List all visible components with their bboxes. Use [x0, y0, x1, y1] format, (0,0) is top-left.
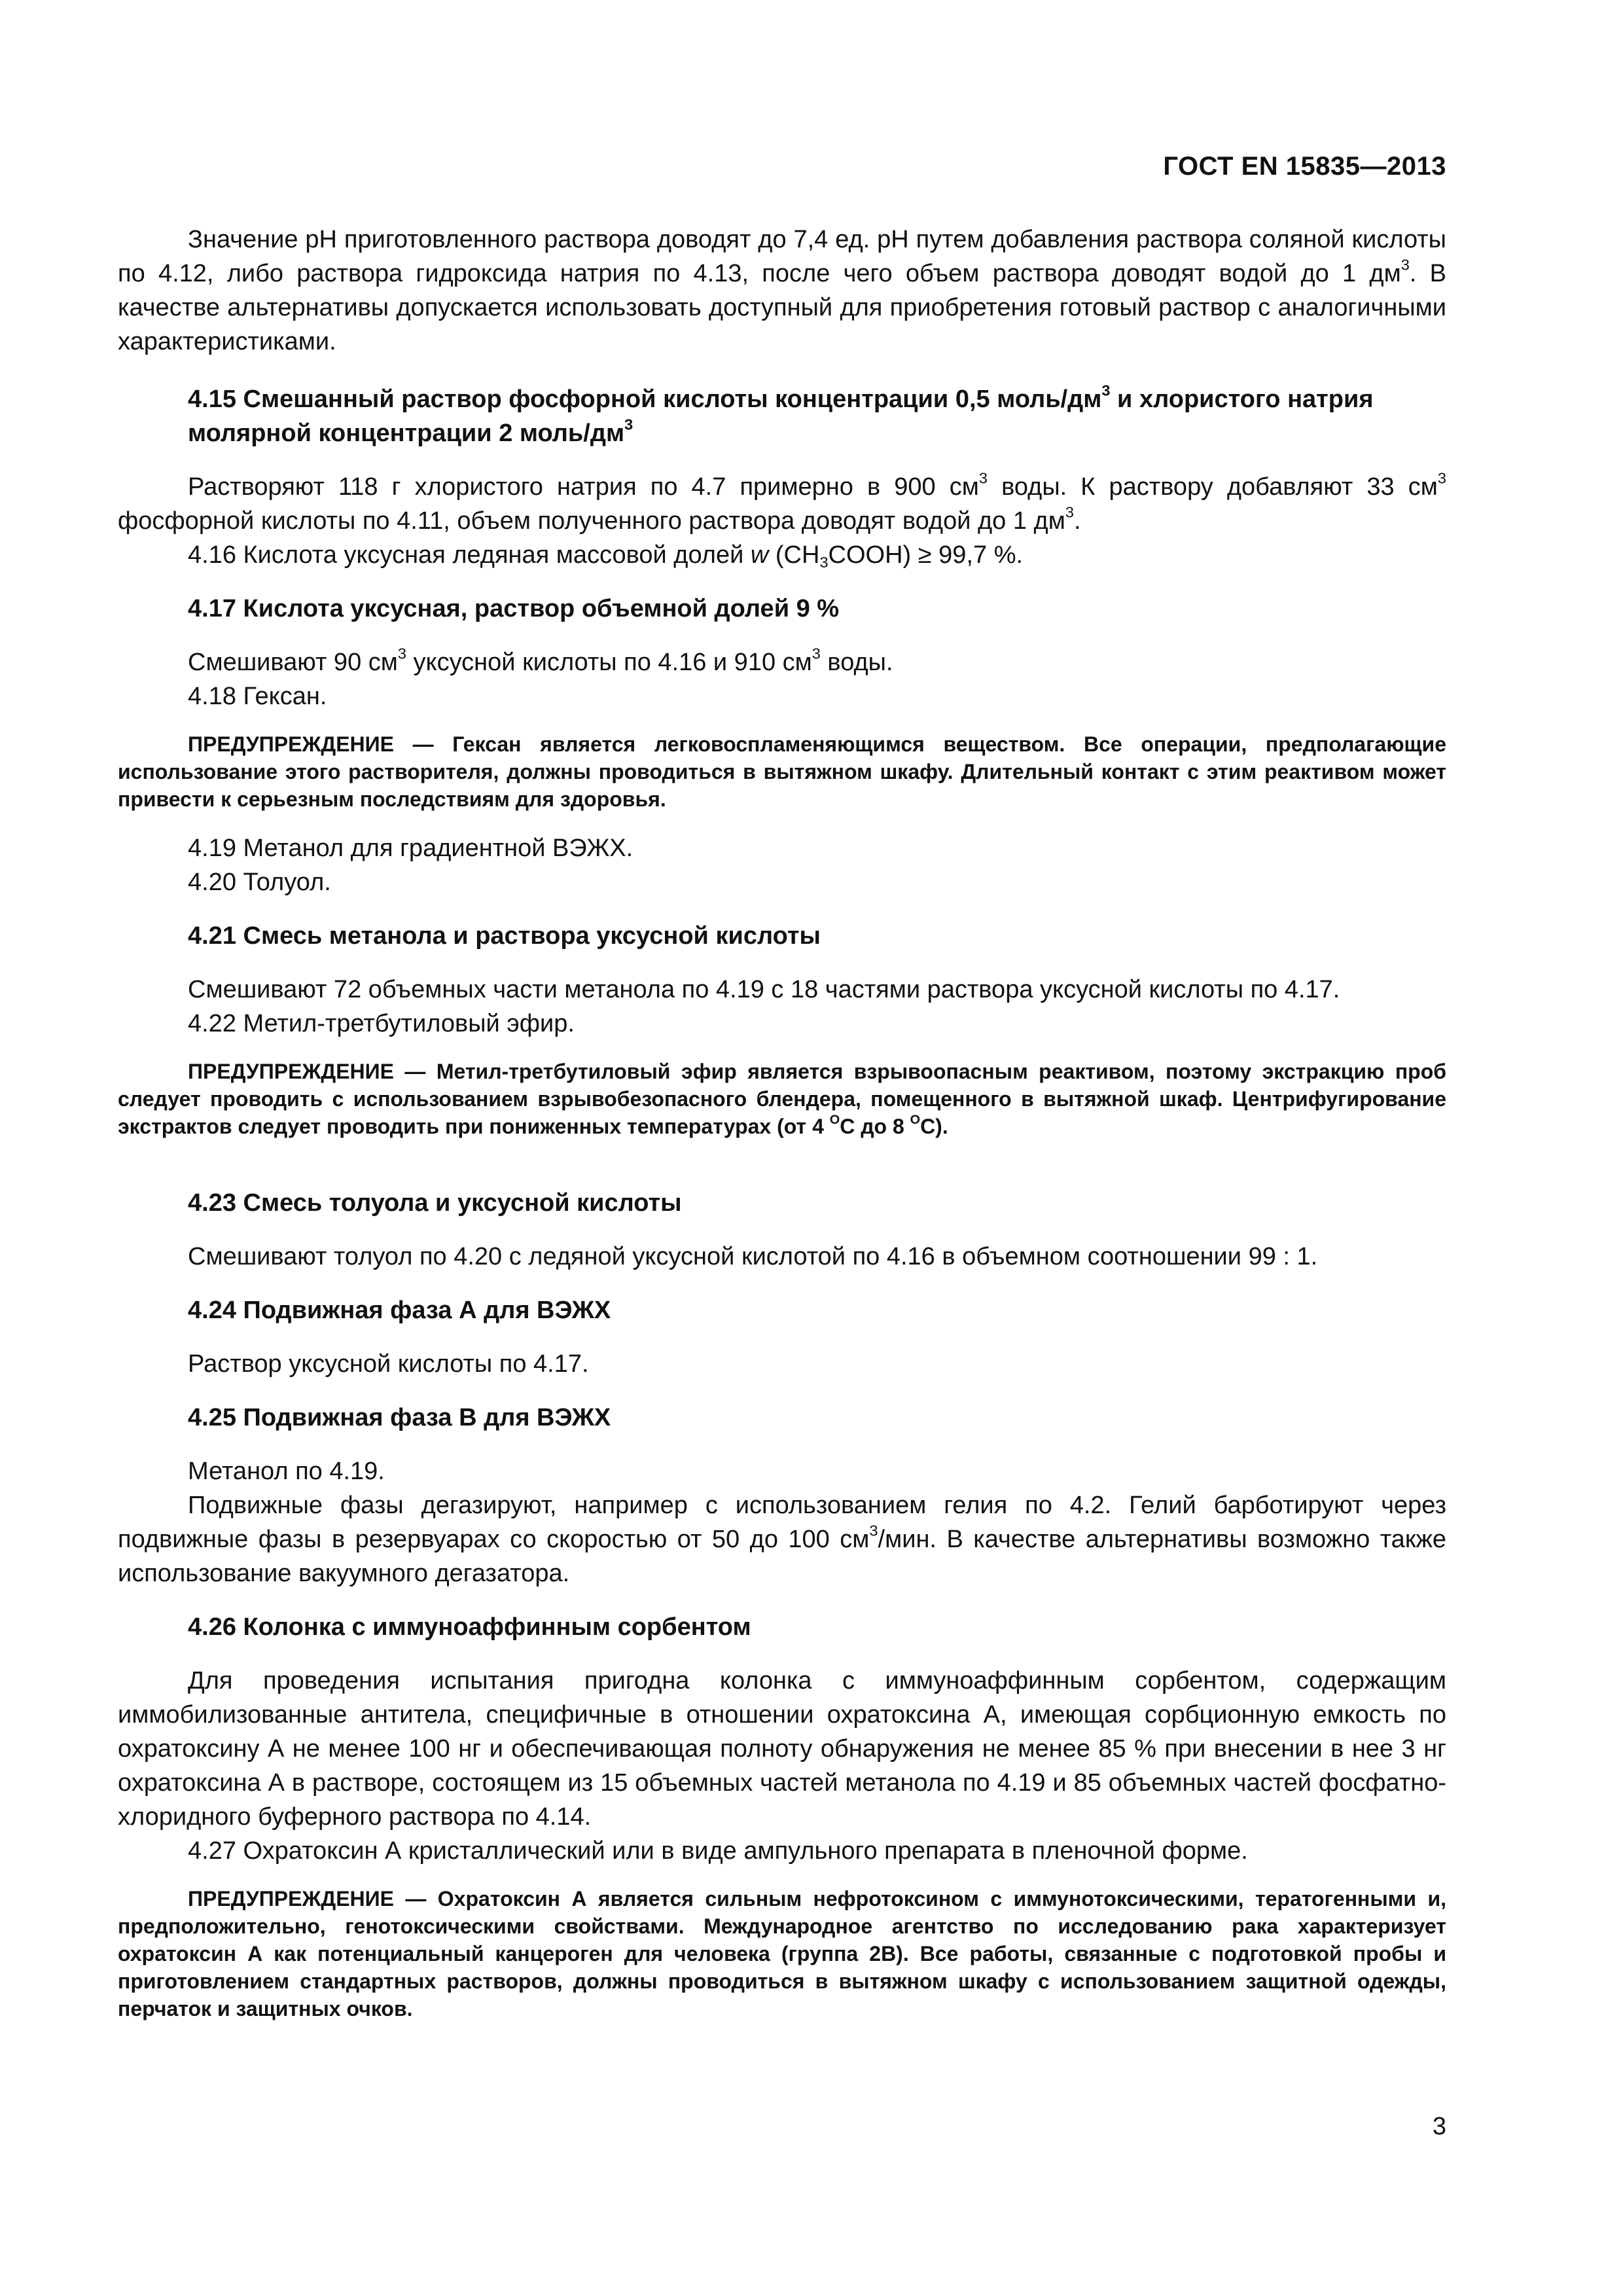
paragraph-4-26: Для проведения испытания пригодна колонка с иммуноаффинным сорбентом, содержащим иммобилизованные антитела, специфичные в отношении охратоксина А, имеющая сорбционную емкость по охратоксину А не менее 100 нг и обеспечивающая полноту обнаружения не менее 85 % при внесении в нее 3 нг охратоксина А в растворе, состоящем из 15 объемных частей метанола по 4.19 и 85 объемных частей фосфатно-хлоридного буферного раствора по 4.14.	[118, 1667, 1446, 1831]
paragraph-4-17	[118, 645, 1446, 679]
section-heading-4-21: 4.21 Смесь метанола и раствора уксусной кислоты	[188, 922, 821, 950]
page-number: 3	[1432, 2113, 1446, 2140]
superscript: 3	[397, 645, 406, 662]
section-heading-4-26: 4.26 Колонка с иммуноаффинным сорбентом	[188, 1613, 751, 1641]
superscript: 3	[978, 469, 988, 487]
text-run: ПРЕДУПРЕЖДЕНИЕ — Метил-третбутиловый эфир является взрывоопасным реактивом, поэтому экстракцию проб следует проводить с использованием взрывобезопасного блендера, помещенного в вытяжной шкаф. Центрифугирование экстрактов следует проводить при пониженных температурах (от 4	[118, 1060, 1446, 1138]
superscript: 3	[1437, 469, 1447, 487]
text-run: (CH	[768, 541, 820, 569]
warning-hexane: ПРЕДУПРЕЖДЕНИЕ — Гексан является легковоспламеняющимся веществом. Все операции, предполагающие использование этого растворителя, должны проводиться в вытяжном шкафу. Длительный контакт с этим реактивом может привести к серьезным последствиям для здоровья.	[118, 732, 1446, 811]
document-body	[118, 223, 1446, 2041]
section-heading-4-25: 4.25 Подвижная фаза В для ВЭЖХ	[188, 1404, 611, 1431]
paragraph-4-24: Раствор уксусной кислоты по 4.17.	[188, 1350, 589, 1378]
text-run: . В качестве альтернативы допускается использовать доступный для приобретения готовый раствор с аналогичными характеристиками.	[118, 260, 1446, 355]
paragraph-ph-adjustment	[118, 223, 1446, 359]
superscript: О	[910, 1113, 921, 1128]
paragraph-4-19: 4.19 Метанол для градиентной ВЭЖХ.	[188, 834, 633, 862]
text-run: Растворяют 118 г хлористого натрия по 4.7 примерно в 900 см	[188, 473, 979, 501]
section-heading-4-17: 4.17 Кислота уксусная, раствор объемной долей 9 %	[188, 595, 840, 622]
text-run: фосфорной кислоты по 4.11, объем полученного раствора доводят водой до 1 дм	[118, 507, 1065, 535]
text-run: .	[1073, 507, 1081, 535]
paragraph-4-23: Смешивают толуол по 4.20 с ледяной уксусной кислотой по 4.16 в объемном соотношении 99 : 1.	[188, 1243, 1318, 1270]
text-run: С).	[920, 1115, 948, 1138]
text-run: уксусной кислоты по 4.16 и 910 см	[406, 649, 812, 676]
text-run: Смешивают 90 см	[188, 649, 398, 676]
superscript: 3	[1101, 382, 1111, 399]
paragraph-4-25-degassing	[118, 1488, 1446, 1590]
text-run: и хлористого натрия молярной концентрации 2 моль/дм	[188, 386, 1374, 447]
paragraph-4-21: Смешивают 72 объемных части метанола по 4.19 с 18 частями раствора уксусной кислоты по 4.17.	[188, 976, 1340, 1003]
text-run: воды.	[820, 649, 893, 676]
warning-ochratoxin: ПРЕДУПРЕЖДЕНИЕ — Охратоксин А является сильным нефротоксином с иммунотоксическими, тератогенными и, предположительно, генотоксическими свойствами. Международное агентство по исследованию рака характеризует охратоксин А как потенциальный канцероген для человека (группа 2В). Все работы, связанные с подготовкой пробы и приготовлением стандартных растворов, должны проводиться в вытяжном шкафу с использованием защитной одежды, перчаток и защитных очков.	[118, 1887, 1446, 2020]
text-run: 4.15 Смешанный раствор фосфорной кислоты концентрации 0,5 моль/дм	[188, 386, 1102, 413]
superscript: 3	[1065, 503, 1074, 521]
paragraph-4-20: 4.20 Толуол.	[188, 869, 331, 896]
paragraph-4-25-methanol: Метанол по 4.19.	[188, 1458, 385, 1485]
document-header: ГОСТ EN 15835—2013	[1163, 152, 1446, 181]
superscript: О	[829, 1113, 840, 1128]
paragraph-4-27: 4.27 Охратоксин А кристаллический или в виде ампульного препарата в пленочной форме.	[188, 1837, 1248, 1865]
text-run: Подвижные фазы дегазируют, например с использованием гелия по 4.2. Гелий барботируют через подвижные фазы в резервуарах со скоростью от 50 до 100 см	[118, 1492, 1446, 1553]
section-heading-4-24: 4.24 Подвижная фаза А для ВЭЖХ	[188, 1297, 611, 1324]
text-run: Значение pH приготовленного раствора доводят до 7,4 ед. pH путем добавления раствора соляной кислоты по 4.12, либо раствора гидроксида натрия по 4.13, после чего объем раствора доводят водой до 1 дм	[118, 226, 1446, 287]
paragraph-4-16	[118, 538, 1446, 572]
superscript: 3	[624, 416, 633, 433]
superscript: 3	[869, 1522, 878, 1539]
text-run: COOH) ≥ 99,7 %.	[828, 541, 1024, 569]
paragraph-4-15	[118, 470, 1446, 538]
italic-symbol: w	[750, 541, 769, 569]
superscript: 3	[1400, 256, 1410, 274]
text-run: /мин. В качестве альтернативы возможно также использование вакуумного дегазатора.	[118, 1526, 1446, 1587]
section-heading-4-23: 4.23 Смесь толуола и уксусной кислоты	[188, 1189, 682, 1217]
warning-mtbe	[118, 1058, 1446, 1140]
text-run: С до 8	[840, 1115, 910, 1138]
paragraph-4-22: 4.22 Метил-третбутиловый эфир.	[188, 1010, 575, 1037]
subscript: 3	[819, 554, 829, 571]
text-run: воды. К раствору добавляют 33 см	[988, 473, 1438, 501]
text-run: 4.16 Кислота уксусная ледяная массовой долей	[188, 541, 751, 569]
superscript: 3	[812, 645, 821, 662]
paragraph-4-18: 4.18 Гексан.	[188, 683, 327, 710]
section-heading-4-15	[118, 382, 1446, 450]
